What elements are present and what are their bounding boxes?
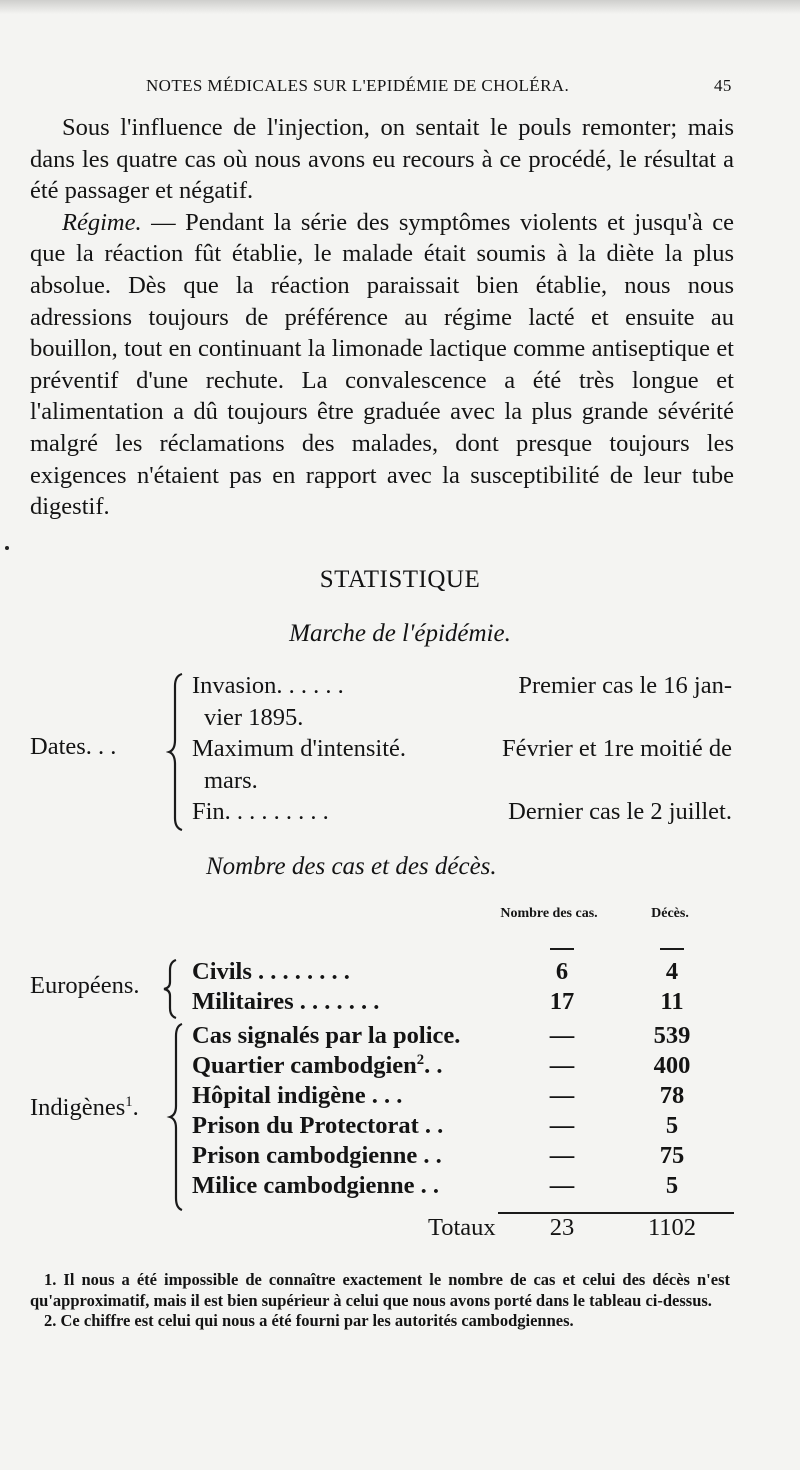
footnote-2: 2. Ce chiffre est celui qui nous a été fourni par les autorités cambodgiennes. <box>44 1311 574 1330</box>
indigenes-brace <box>166 1022 188 1212</box>
regime-text: — Pendant la série des symptômes violents et jusqu'à ce que la réaction fût établie, le malade était soumis à la diète la plus absolue. Dès que la réaction paraissait bien établie, nous nous adressions toujours de préférence au régime lacté et ensuite au bouillon, tout en continuant la limonade lactique comme antiseptique et préventif d'une rechute. La convalescence a été très longue et l'alimentation a dû toujours être graduée avec la plus grande sévérité malgré les réclamations des malades, dont presque toujours les exigences n'étaient pas en rapport avec la susceptibilité de leur tube digestif. <box>30 208 734 521</box>
totaux-cas: 23 <box>549 1214 575 1241</box>
date-row-invasion: Invasion. . . . . . Premier cas le 16 jan- <box>192 672 732 699</box>
footnotes <box>30 1270 730 1332</box>
indigenes-label: Indigènes$^1$. <box>30 1093 139 1121</box>
margin-dot <box>5 546 9 550</box>
dates-list <box>192 670 732 828</box>
marche-title: Marche de l'épidémie. <box>289 620 511 647</box>
body-text <box>30 112 734 523</box>
page-number: 45 <box>714 76 732 95</box>
statistique-title: STATISTIQUE <box>319 566 481 593</box>
paragraph-injection: Sous l'influence de l'injection, on sentait le pouls remonter; mais dans les quatre cas où nous avons eu recours à ce procédé, le résultat a été passager et négatif. <box>30 114 734 205</box>
date-row-invasion-cont: vier 1895. <box>204 703 304 731</box>
footnote-1: 1. Il nous a été impossible de connaître exactement le nombre de cas et celui des décès n'est qu'approximatif, mais il est bien supérieur à celui que nous avons porté dans le tableau ci-dessus. <box>30 1270 730 1310</box>
col-rule-cas <box>550 948 574 950</box>
europeens-brace <box>160 958 182 1020</box>
col-rule-deces <box>660 948 684 950</box>
col-header-deces: Décès. <box>651 906 689 921</box>
table-row: Civils . . . . . . . . 6 4 <box>192 958 679 985</box>
table-row: Prison cambodgienne . . — 75 <box>192 1142 685 1169</box>
table-row: Hôpital indigène . . . — 78 <box>192 1082 685 1109</box>
table-row: Cas signalés par la police. — 539 <box>192 1022 691 1049</box>
table-row: Prison du Protectorat . . — 5 <box>192 1112 679 1139</box>
date-row-maximum-cont: mars. <box>204 766 258 794</box>
running-title: NOTES MÉDICALES SUR L'EPIDÉMIE DE CHOLÉRA. <box>146 76 570 95</box>
page-edge-shadow <box>0 0 800 14</box>
paragraph-regime <box>30 207 734 523</box>
date-row-maximum: Maximum d'intensité. Février et 1re moitié de <box>192 735 732 762</box>
nombre-title: Nombre des cas et des décès. <box>206 853 497 880</box>
dates-label: Dates. . . <box>30 733 117 760</box>
running-header <box>0 76 800 106</box>
totaux-label: Totaux <box>428 1214 496 1241</box>
table-row: Quartier cambodgien$^2$. . — 400 <box>192 1051 691 1079</box>
europeens-label: Européens. <box>30 972 140 999</box>
col-header-cas: Nombre des cas. <box>500 906 598 921</box>
totaux-deces: 1102 <box>647 1214 697 1241</box>
date-row-fin: Fin. . . . . . . . . Dernier cas le 2 juillet. <box>192 798 732 825</box>
table-row: Milice cambodgienne . . — 5 <box>192 1172 679 1199</box>
table-row: Militaires . . . . . . . 17 11 <box>192 988 684 1015</box>
regime-heading: Régime. <box>62 208 142 236</box>
dates-brace <box>166 672 188 832</box>
